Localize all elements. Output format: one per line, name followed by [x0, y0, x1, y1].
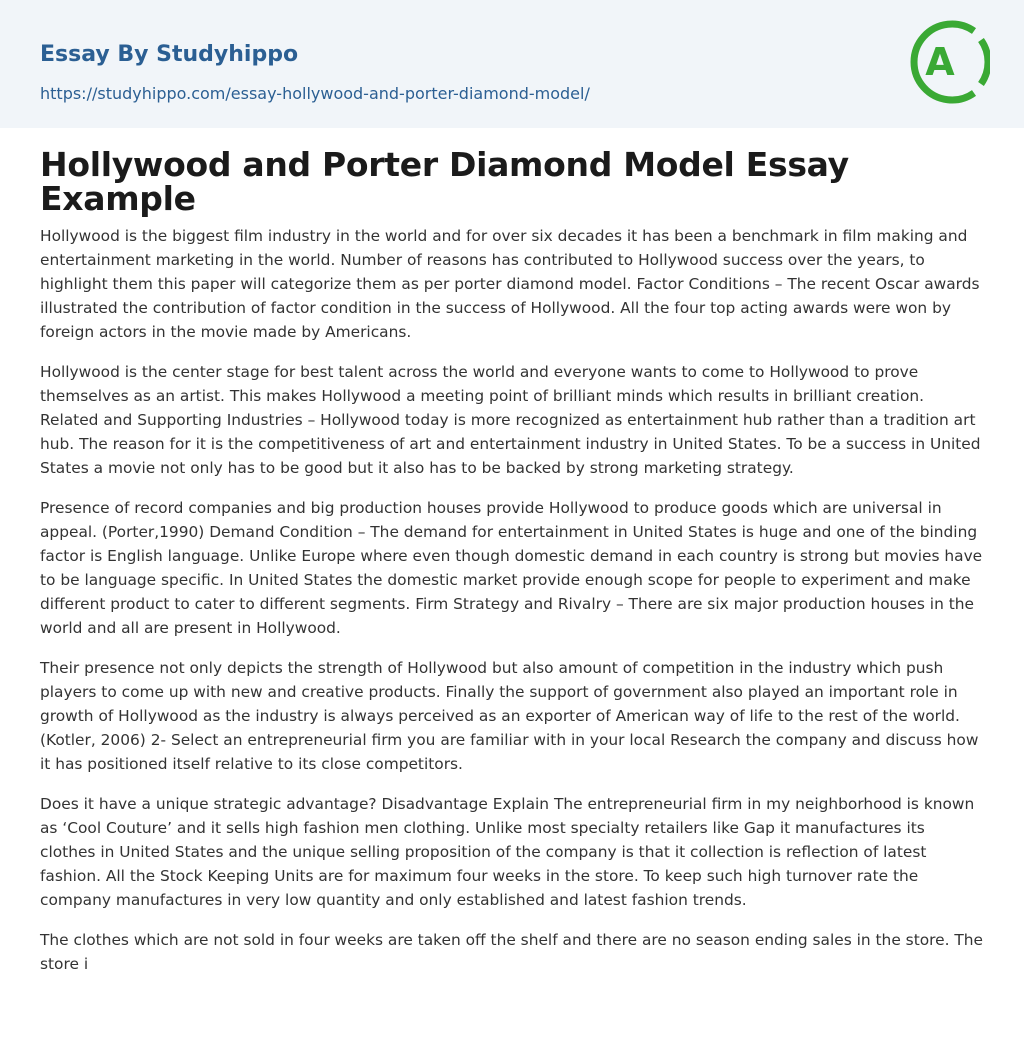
- site-brand[interactable]: Essay By Studyhippo: [40, 42, 299, 67]
- page-url-link[interactable]: https://studyhippo.com/essay-hollywood-and-porter-diamond-model/: [40, 84, 590, 103]
- article-paragraph: Hollywood is the biggest film industry in the world and for over six decades it has been a benchmark in film making and entertainment marketing in the world. Number of reasons has contributed to Hollywood success over the years, to highlight them this paper will categorize them as per porter diamond model. Factor Conditions – The recent Oscar awards illustrated the contribution of factor condition in the success of Hollywood. All the four top acting awards were won by foreign actors in the movie made by Americans.: [40, 227, 980, 341]
- article-paragraph: Their presence not only depicts the strength of Hollywood but also amount of competition in the industry which push players to come up with new and creative products. Finally the support of government also played an important role in growth of Hollywood as the industry is always perceived as an exporter of American way of life to the rest of the world. (Kotler, 2006) 2- Select an entrepreneurial firm you are familiar with in your local Research the company and discuss how it has positioned itself relative to its close competitors.: [40, 659, 979, 773]
- article: [40, 145, 984, 992]
- site-header: [0, 0, 1024, 128]
- article-paragraph: The clothes which are not sold in four weeks are taken off the shelf and there are no season ending sales in the store. The store i: [40, 931, 984, 973]
- logo-letter: A: [925, 40, 955, 84]
- article-paragraph: Hollywood is the center stage for best talent across the world and everyone wants to come to Hollywood to prove themselves as an artist. This makes Hollywood a meeting point of brilliant minds which results in brilliant creation. Related and Supporting Industries – Hollywood today is more recognized as entertainment hub rather than a tradition art hub. The reason for it is the competitiveness of art and entertainment industry in United States. To be a success in United States a movie not only has to be good but it also has to be backed by strong marketing strategy.: [40, 363, 981, 477]
- studyhippo-logo-icon[interactable]: [908, 16, 990, 108]
- article-paragraph: Does it have a unique strategic advantage? Disadvantage Explain The entrepreneurial firm in my neighborhood is known as ‘Cool Couture’ and it sells high fashion men clothing. Unlike most specialty retailers like Gap it manufactures its clothes in United States and the unique selling proposition of the company is that it collection is reflection of latest fashion. All the Stock Keeping Units are for maximum four weeks in the store. To keep such high turnover rate the company manufactures in very low quantity and only established and latest fashion trends.: [40, 795, 975, 909]
- article-paragraph: Presence of record companies and big production houses provide Hollywood to produce goods which are universal in appeal. (Porter,1990) Demand Condition – The demand for entertainment in United States is huge and one of the binding factor is English language. Unlike Europe where even though domestic demand in each country is strong but movies have to be language specific. In United States the domestic market provide enough scope for people to experiment and make different product to cater to different segments. Firm Strategy and Rivalry – There are six major production houses in the world and all are present in Hollywood.: [40, 499, 983, 637]
- article-title: Hollywood and Porter Diamond Model Essay Example: [40, 145, 849, 218]
